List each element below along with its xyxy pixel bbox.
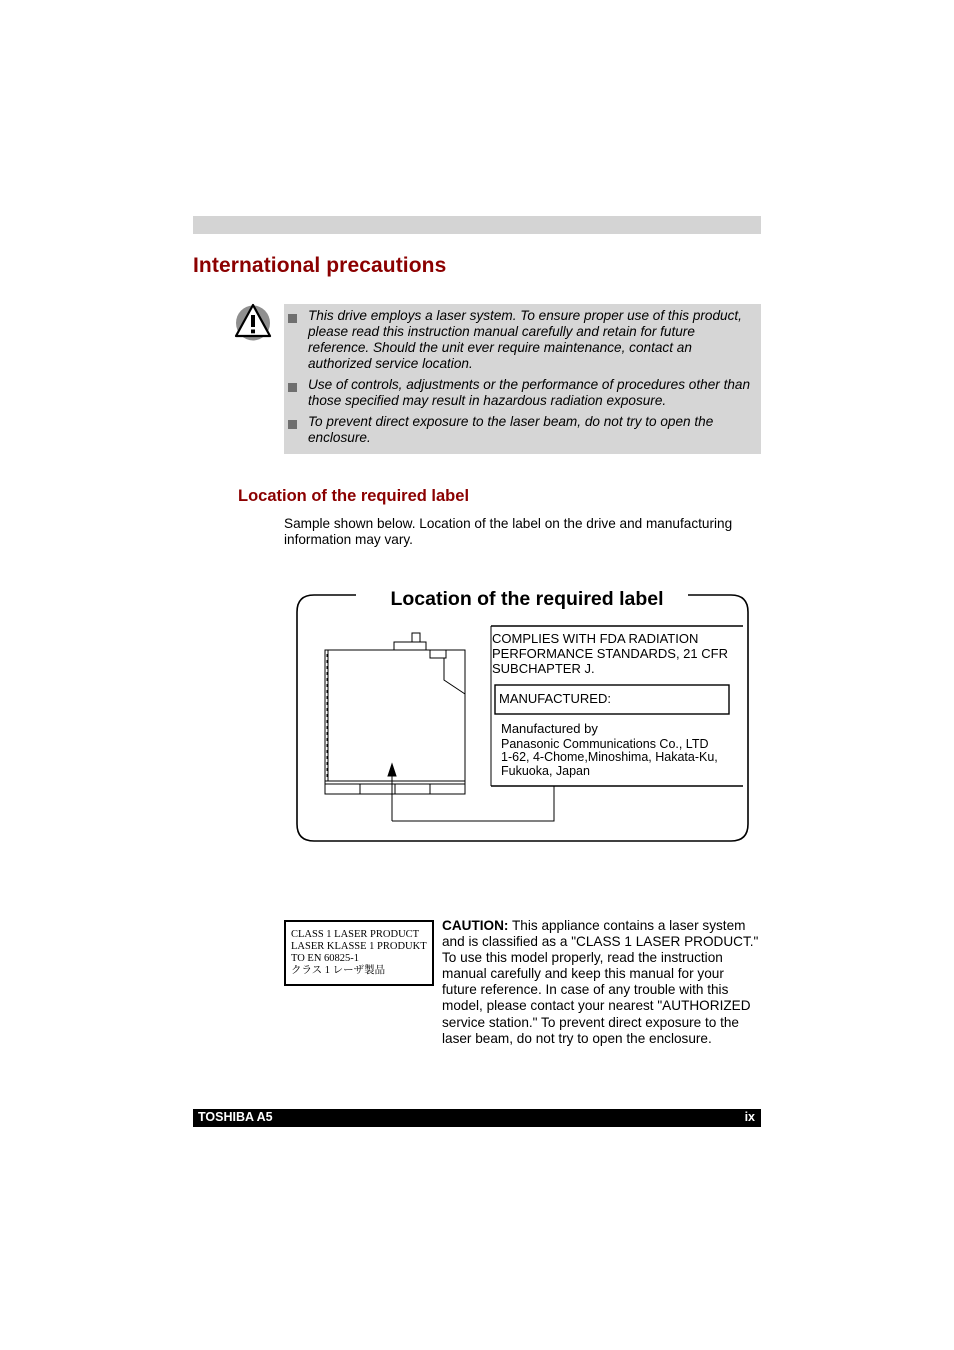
bullet-square-icon — [288, 420, 297, 429]
fda-text-line: PERFORMANCE STANDARDS, 21 CFR — [492, 646, 728, 661]
footer-model: TOSHIBA A5 — [198, 1110, 273, 1124]
fda-text-line: SUBCHAPTER J. — [492, 661, 595, 676]
laser-label-line: LASER KLASSE 1 PRODUKT — [291, 941, 427, 952]
manufactured-field: MANUFACTURED: — [499, 691, 611, 706]
class1-laser-label — [284, 920, 434, 986]
label-location-diagram — [294, 584, 752, 846]
warning-box — [284, 304, 761, 454]
bullet-square-icon — [288, 314, 297, 323]
diagram-heading: Location of the required label — [390, 588, 664, 610]
laser-label-line: クラス 1 レーザ製品 — [291, 965, 386, 976]
bullet-square-icon — [288, 383, 297, 392]
warning-text: To prevent direct exposure to the laser beam, do not try to open the enclosure. — [308, 414, 714, 445]
warning-text: This drive employs a laser system. To ensure proper use of this product, please read this instruction manual carefully and retain for future reference. Should the unit ever require maintenance, contact an authorized service location. — [308, 308, 742, 371]
section-title: Location of the required label — [238, 487, 470, 505]
laser-label-line: CLASS 1 LASER PRODUCT — [291, 929, 420, 940]
optical-drive-drawing — [325, 633, 465, 794]
top-rule-bar — [193, 216, 761, 234]
fda-text-line: COMPLIES WITH FDA RADIATION — [492, 631, 699, 646]
caution-text: This appliance contains a laser system and is classified as a "CLASS 1 LASER PRODUCT." To use this model properly, read the instruction manual carefully and keep this manual for your future reference. In case of any trouble with this model, please contact your nearest "AUTHORIZED service station." To prevent direct exposure to the laser beam, do not try to open the enclosure. — [442, 918, 759, 1046]
section-intro: Sample shown below. Location of the label on the drive and manufacturing information may vary. — [284, 516, 733, 547]
company-line: Panasonic Communications Co., LTD — [501, 737, 709, 751]
page-number: ix — [744, 1110, 755, 1124]
page-title: International precautions — [193, 254, 447, 277]
company-line: Fukuoka, Japan — [501, 764, 590, 778]
caution-paragraph — [442, 918, 762, 1047]
warning-icon — [234, 302, 272, 342]
footer-bar — [193, 1109, 761, 1127]
company-line: 1-62, 4-Chome,Minoshima, Hakata-Ku, — [501, 750, 718, 764]
warning-text: Use of controls, adjustments or the performance of procedures other than those specified may result in hazardous radiation exposure. — [308, 377, 751, 408]
manufactured-by-label: Manufactured by — [501, 721, 598, 736]
laser-label-line: TO EN 60825-1 — [291, 953, 360, 964]
caution-lead: CAUTION: — [442, 918, 509, 933]
